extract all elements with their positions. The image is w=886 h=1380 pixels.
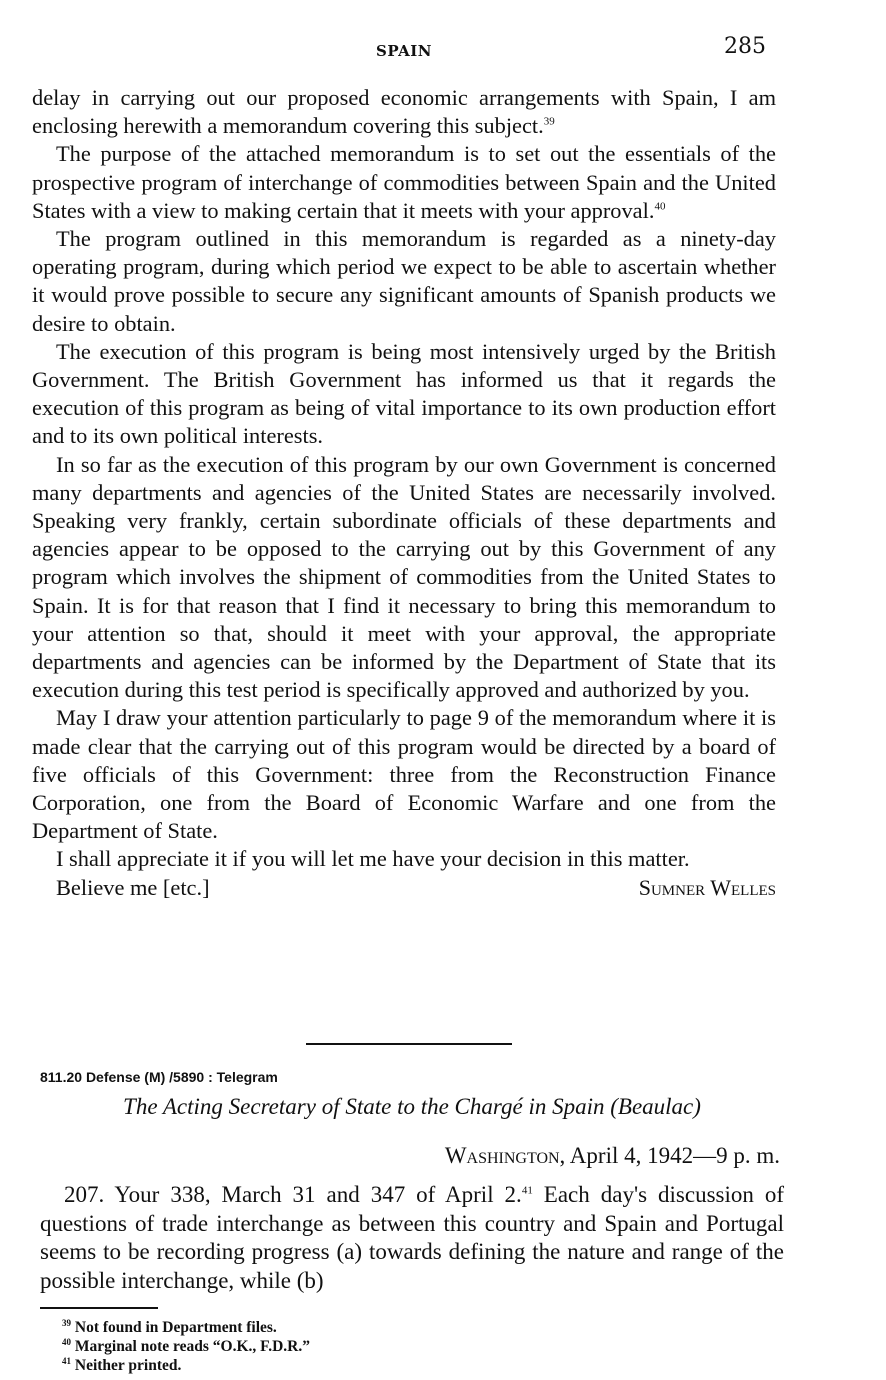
footnote: $^{40}$ Marginal note reads “O.K., F.D.R.” — [62, 1336, 310, 1355]
title-addressee: (Beaulac) — [610, 1094, 701, 1119]
closing-phrase: Believe me [etc.] — [56, 874, 210, 900]
dateline — [445, 1143, 780, 1169]
page-header — [32, 34, 776, 64]
footnote: $^{41}$ Neither printed. — [62, 1355, 182, 1374]
footnotes — [62, 1318, 310, 1375]
page-number: 285 — [724, 34, 766, 59]
footnote-divider — [40, 1307, 158, 1309]
letter-body — [32, 84, 776, 902]
letter-paragraph: The program outlined in this memorandum is regarded as a ninety-day operating program, during which period we expect to be able to ascertain whether it would prove possible to secure any significant amounts of Spanish products we desire to obtain. — [32, 226, 776, 336]
dateline-date: April 4, 1942—9 p. m. — [569, 1143, 780, 1168]
letter-paragraph: delay in carrying out our proposed economic arrangements with Spain, I am enclosing herewith a memorandum covering this subject.$^{39}$ — [32, 85, 776, 139]
telegram-paragraph: 207. Your 338, March 31 and 347 of April 2.41 Each day's discussion of questions of trade interchange as between this country and Spain and Portugal seems to be recording progress (a) towards defining the nature and range of the possible interchange, while (b) — [40, 1182, 784, 1293]
letter-paragraph: The purpose of the attached memorandum is to set out the essentials of the prospective program of interchange of commodities between Spain and the United States with a view to making certain that it meets with your approval.$^{40}$ — [32, 141, 776, 223]
letter-paragraph: May I draw your attention particularly to page 9 of the memorandum where it is made clear that the carrying out of this program would be directed by a board of five officials of this Government: three from the Reconstruction Finance Corporation, one from the Board of Economic Warfare and one from the Department of State. — [32, 705, 776, 844]
telegram-number: 207. — [64, 1182, 105, 1207]
footnote-ref: 41 — [521, 1184, 533, 1197]
footnote-ref: 40 — [654, 200, 666, 213]
letter-paragraph: I shall appreciate it if you will let me have your decision in this matter. — [56, 846, 690, 872]
telegram-body — [40, 1181, 784, 1295]
file-reference: 811.20 Defense (M) /5890 : Telegram — [40, 1069, 278, 1085]
footnote: $^{39}$ Not found in Department files. — [62, 1317, 277, 1336]
document-title: The Acting Secretary of State to the Chargé in Spain (Beaulac) — [123, 1094, 701, 1119]
signature: Sumner Welles — [638, 874, 776, 900]
letter-paragraph: In so far as the execution of this program by our own Government is concerned many departments and agencies of the United States are necessarily involved. Speaking very frankly, certain subordinate officials of these departments and agencies appear to be opposed to the carrying out by this Government of any program which involves the shipment of commodities from the United States to Spain. It is for that reason that I find it necessary to bring this memorandum to your attention so that, should it meet with your approval, the appropriate departments and agencies can be informed by the Department of State that its execution during this test period is specifically approved and authorized by you. — [32, 451, 776, 703]
running-title: SPAIN — [376, 42, 432, 60]
letter-closing — [32, 874, 776, 902]
dateline-place: Washington, — [444, 1143, 566, 1168]
footnote-ref: 39 — [543, 115, 555, 128]
letter-paragraph: The execution of this program is being most intensively urged by the British Government. The British Government has informed us that it regards the execution of this program as being of vital importance to its own production effort and to its own political interests. — [32, 338, 776, 449]
section-divider — [306, 1043, 512, 1045]
